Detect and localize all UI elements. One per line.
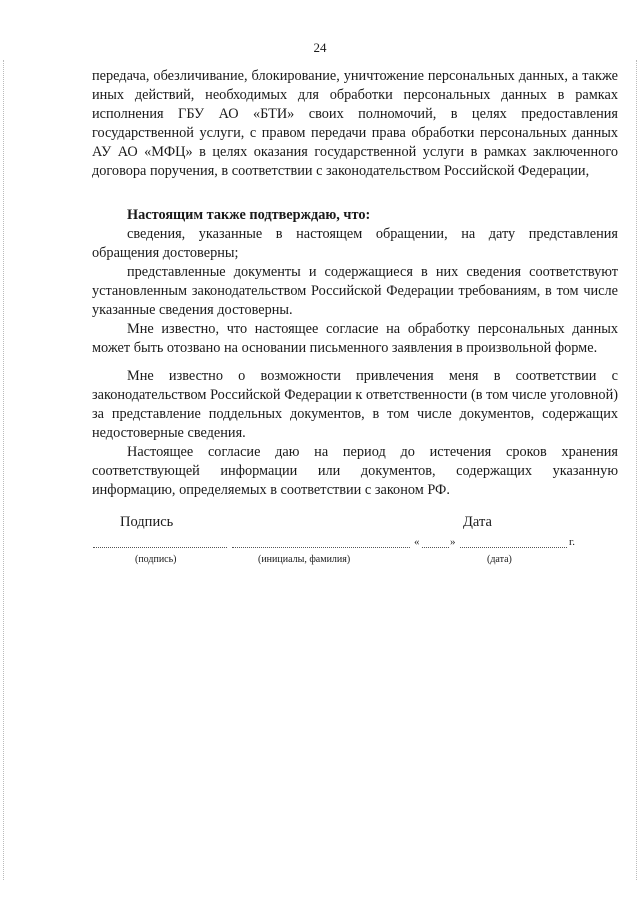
page-number: 24 (313, 40, 327, 55)
date-month-line[interactable] (460, 547, 567, 548)
caption-date: (дата) (487, 554, 512, 565)
date-year-suffix: г. (569, 536, 576, 548)
date-quote-open: « (414, 536, 420, 548)
caption-signature: (подпись) (135, 554, 177, 565)
date-quote-close: » (450, 536, 456, 548)
paragraph-consent-continuation: передача, обезличивание, блокирование, уничтожение персональных данных, а также иных действий, необходимых для обработки персональных данных в рамках исполнения ГБУ АО «БТИ» своих полномочий, в целях предоставления государственной услуги, с правом передачи права обработки персональных данных АУ АО «МФЦ» в целях оказания государственной услуги в рамках заключенного договора поручения, в соответствии с законодательством Российской Федерации, (92, 68, 618, 179)
date-day-line[interactable] (422, 547, 449, 548)
paragraph-liability: Мне известно о возможности привлечения меня в соответствии с законодательством Российской Федерации к ответственности (в том числе уголовной) за представление поддельных документов, в том числе документов, содержащих недостоверные сведения. (92, 368, 618, 441)
paragraph-revocation: Мне известно, что настоящее согласие на обработку персональных данных может быть отозвано на основании письменного заявления в произвольной форме. (92, 321, 618, 356)
name-line[interactable] (232, 547, 410, 548)
caption-name: (инициалы, фамилия) (258, 554, 351, 565)
scan-edge-left (3, 60, 4, 880)
signature-line[interactable] (93, 547, 227, 548)
scan-edge-right (636, 60, 637, 880)
signature-label: Подпись (120, 514, 174, 530)
paragraph-confirmation-1: сведения, указанные в настоящем обращении, на дату представления обращения достоверны; (92, 226, 618, 261)
paragraph-confirmation-2: представленные документы и содержащиеся в них сведения соответствуют установленным законодательством Российской Федерации требованиям, в том числе указанные сведения достоверны. (92, 264, 618, 318)
paragraph-period: Настоящее согласие даю на период до истечения сроков хранения соответствующей информации или документов, содержащих указанную информацию, определяемых в соответствии с законом РФ. (92, 444, 618, 498)
date-label: Дата (463, 514, 492, 530)
section-heading: Настоящим также подтверждаю, что: (127, 207, 371, 223)
